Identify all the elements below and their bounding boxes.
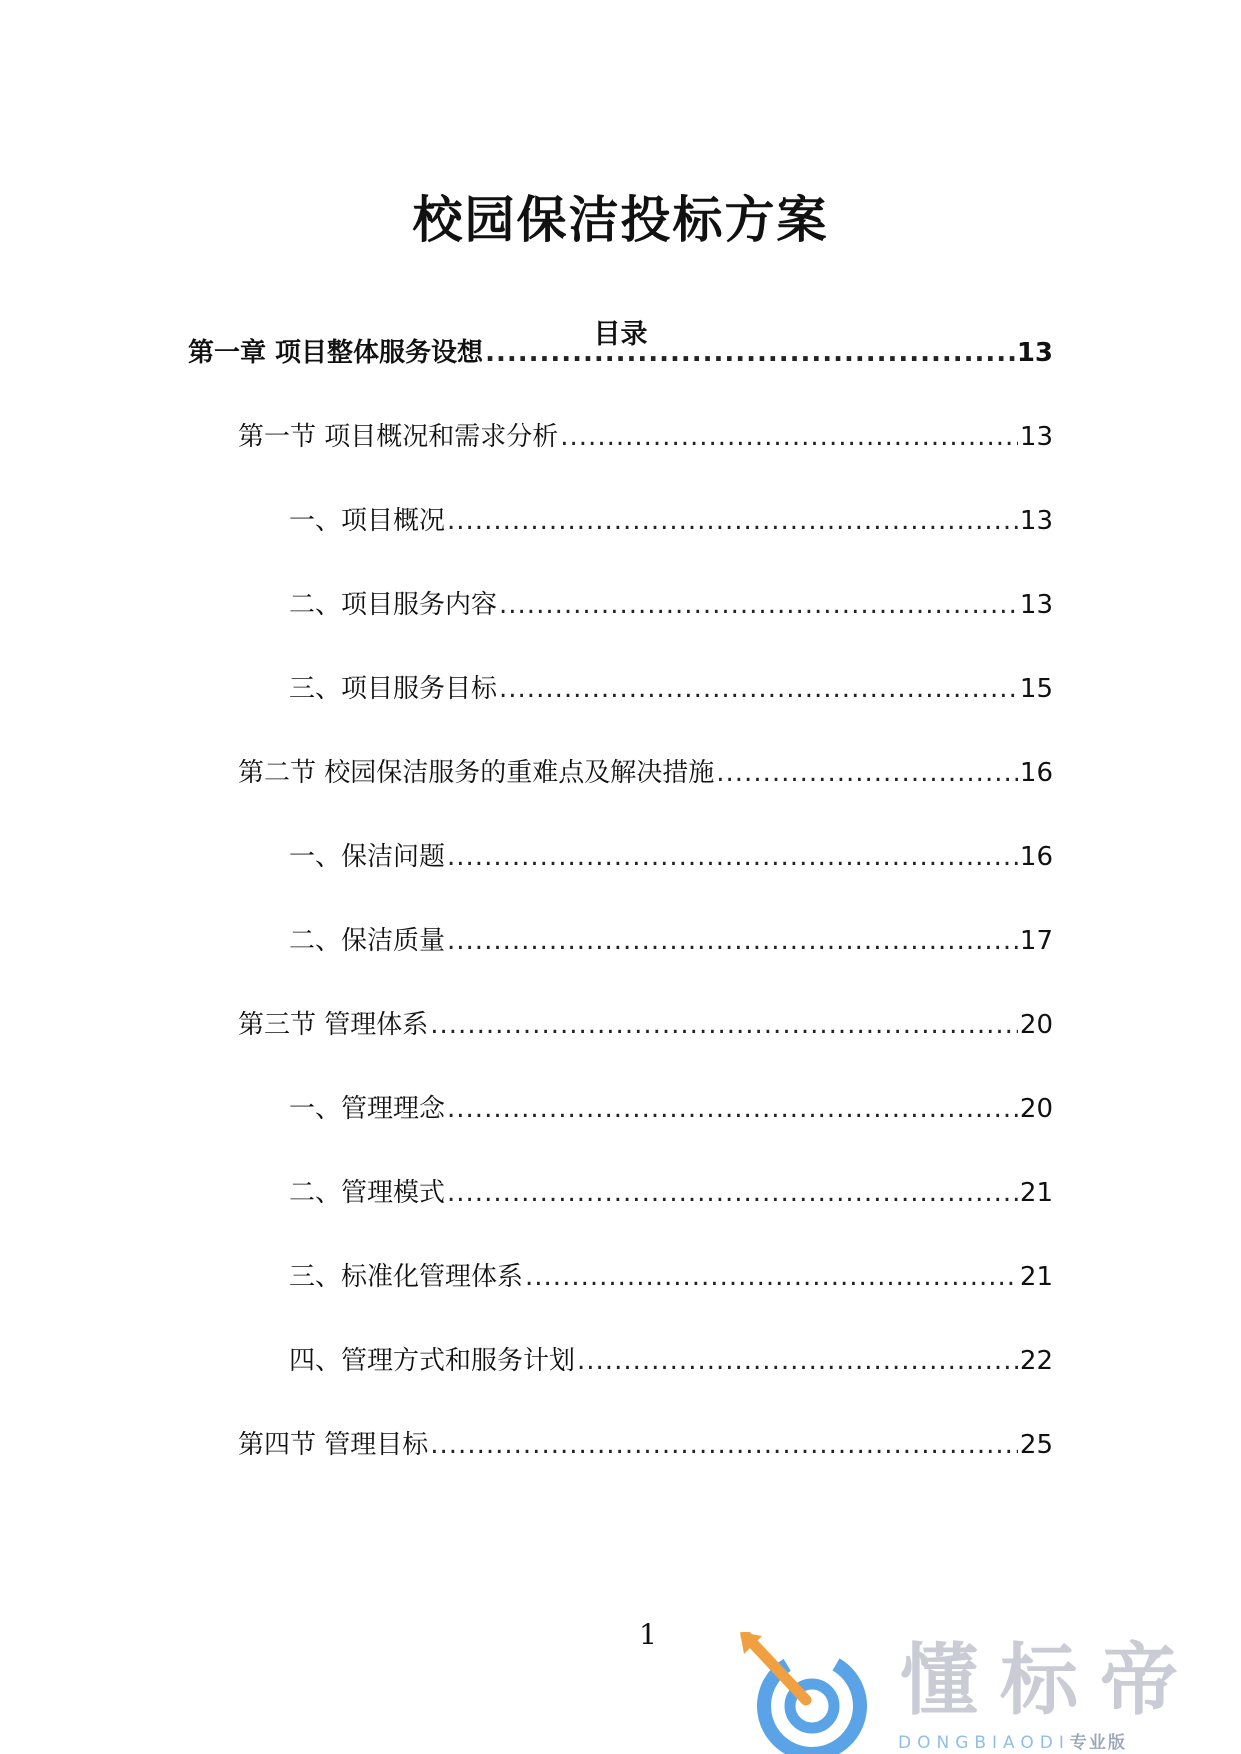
- toc-entry-section-3[interactable]: [238, 1008, 1053, 1042]
- toc-entry-page: 21: [1019, 1178, 1053, 1208]
- toc-entry-item[interactable]: [289, 1092, 1053, 1126]
- watermark: [740, 1632, 1240, 1754]
- dot-leader: [485, 336, 1015, 370]
- toc-entry-page: 13: [1019, 506, 1053, 536]
- toc-entry-section-4[interactable]: [238, 1428, 1053, 1462]
- toc-entry-label: 二、项目服务内容: [289, 590, 498, 620]
- page-number: 1: [639, 1618, 657, 1651]
- dot-leader: [577, 1344, 1018, 1378]
- toc-entry-item[interactable]: [289, 1260, 1053, 1294]
- dot-leader: [447, 924, 1018, 958]
- toc-entry-label: 第一节 项目概况和需求分析: [238, 422, 559, 452]
- toc-entry-page: 13: [1019, 590, 1053, 620]
- dot-leader: [447, 504, 1018, 538]
- toc-entry-item[interactable]: [289, 1176, 1053, 1210]
- dot-leader: [716, 756, 1018, 790]
- toc-entry-label: 第三节 管理体系: [238, 1010, 429, 1040]
- target-arrow-icon: [740, 1632, 875, 1754]
- toc-heading: 目录: [593, 319, 648, 350]
- toc-entry-item[interactable]: [289, 1344, 1053, 1378]
- toc-entry-page: 17: [1019, 926, 1053, 956]
- toc-entry-page: 13: [1019, 422, 1053, 452]
- dot-leader: [525, 1260, 1018, 1294]
- toc-entry-label: 一、管理理念: [289, 1094, 446, 1124]
- dot-leader: [430, 1008, 1018, 1042]
- watermark-edition: 专业版: [1069, 1733, 1127, 1753]
- toc-entry-page: 25: [1019, 1430, 1053, 1460]
- dot-leader: [447, 1092, 1018, 1126]
- watermark-brand: 懂标帝: [900, 1636, 1201, 1726]
- dot-leader: [560, 420, 1018, 454]
- toc-entry-label: 第二节 校园保洁服务的重难点及解决措施: [238, 758, 715, 788]
- toc-entry-label: 三、标准化管理体系: [289, 1262, 524, 1292]
- document-title: 校园保洁投标方案: [412, 191, 829, 249]
- toc-entry-page: 21: [1019, 1262, 1053, 1292]
- dot-leader: [447, 840, 1018, 874]
- toc-entry-item[interactable]: [289, 924, 1053, 958]
- toc-entry-label: 一、项目概况: [289, 506, 446, 536]
- toc-entry-page: 13: [1016, 338, 1053, 368]
- toc-entry-item[interactable]: [289, 504, 1053, 538]
- toc-entry-item[interactable]: [289, 840, 1053, 874]
- toc-entry-label: 二、保洁质量: [289, 926, 446, 956]
- toc-entry-label: 三、项目服务目标: [289, 674, 498, 704]
- toc-entry-page: 22: [1019, 1346, 1053, 1376]
- toc-entry-page: 16: [1019, 758, 1053, 788]
- watermark-subtitle: [898, 1728, 1127, 1753]
- toc-entry-label: 第一章 项目整体服务设想: [188, 338, 484, 368]
- toc-entry-page: 15: [1019, 674, 1053, 704]
- toc-entry-page: 20: [1019, 1010, 1053, 1040]
- toc-entry-chapter-1[interactable]: [188, 336, 1053, 370]
- toc-entry-page: 16: [1019, 842, 1053, 872]
- dot-leader: [447, 1176, 1018, 1210]
- toc-entry-label: 二、管理模式: [289, 1178, 446, 1208]
- toc-entry-section-1[interactable]: [238, 420, 1053, 454]
- dot-leader: [499, 672, 1018, 706]
- dot-leader: [430, 1428, 1018, 1462]
- toc-entry-label: 四、管理方式和服务计划: [289, 1346, 576, 1376]
- toc-entry-item[interactable]: [289, 588, 1053, 622]
- toc-entry-section-2[interactable]: [238, 756, 1053, 790]
- dot-leader: [499, 588, 1018, 622]
- watermark-latin: DONGBIAODI: [898, 1733, 1070, 1753]
- toc-entry-page: 20: [1019, 1094, 1053, 1124]
- toc-entry-item[interactable]: [289, 672, 1053, 706]
- toc-entry-label: 第四节 管理目标: [238, 1430, 429, 1460]
- toc-entry-label: 一、保洁问题: [289, 842, 446, 872]
